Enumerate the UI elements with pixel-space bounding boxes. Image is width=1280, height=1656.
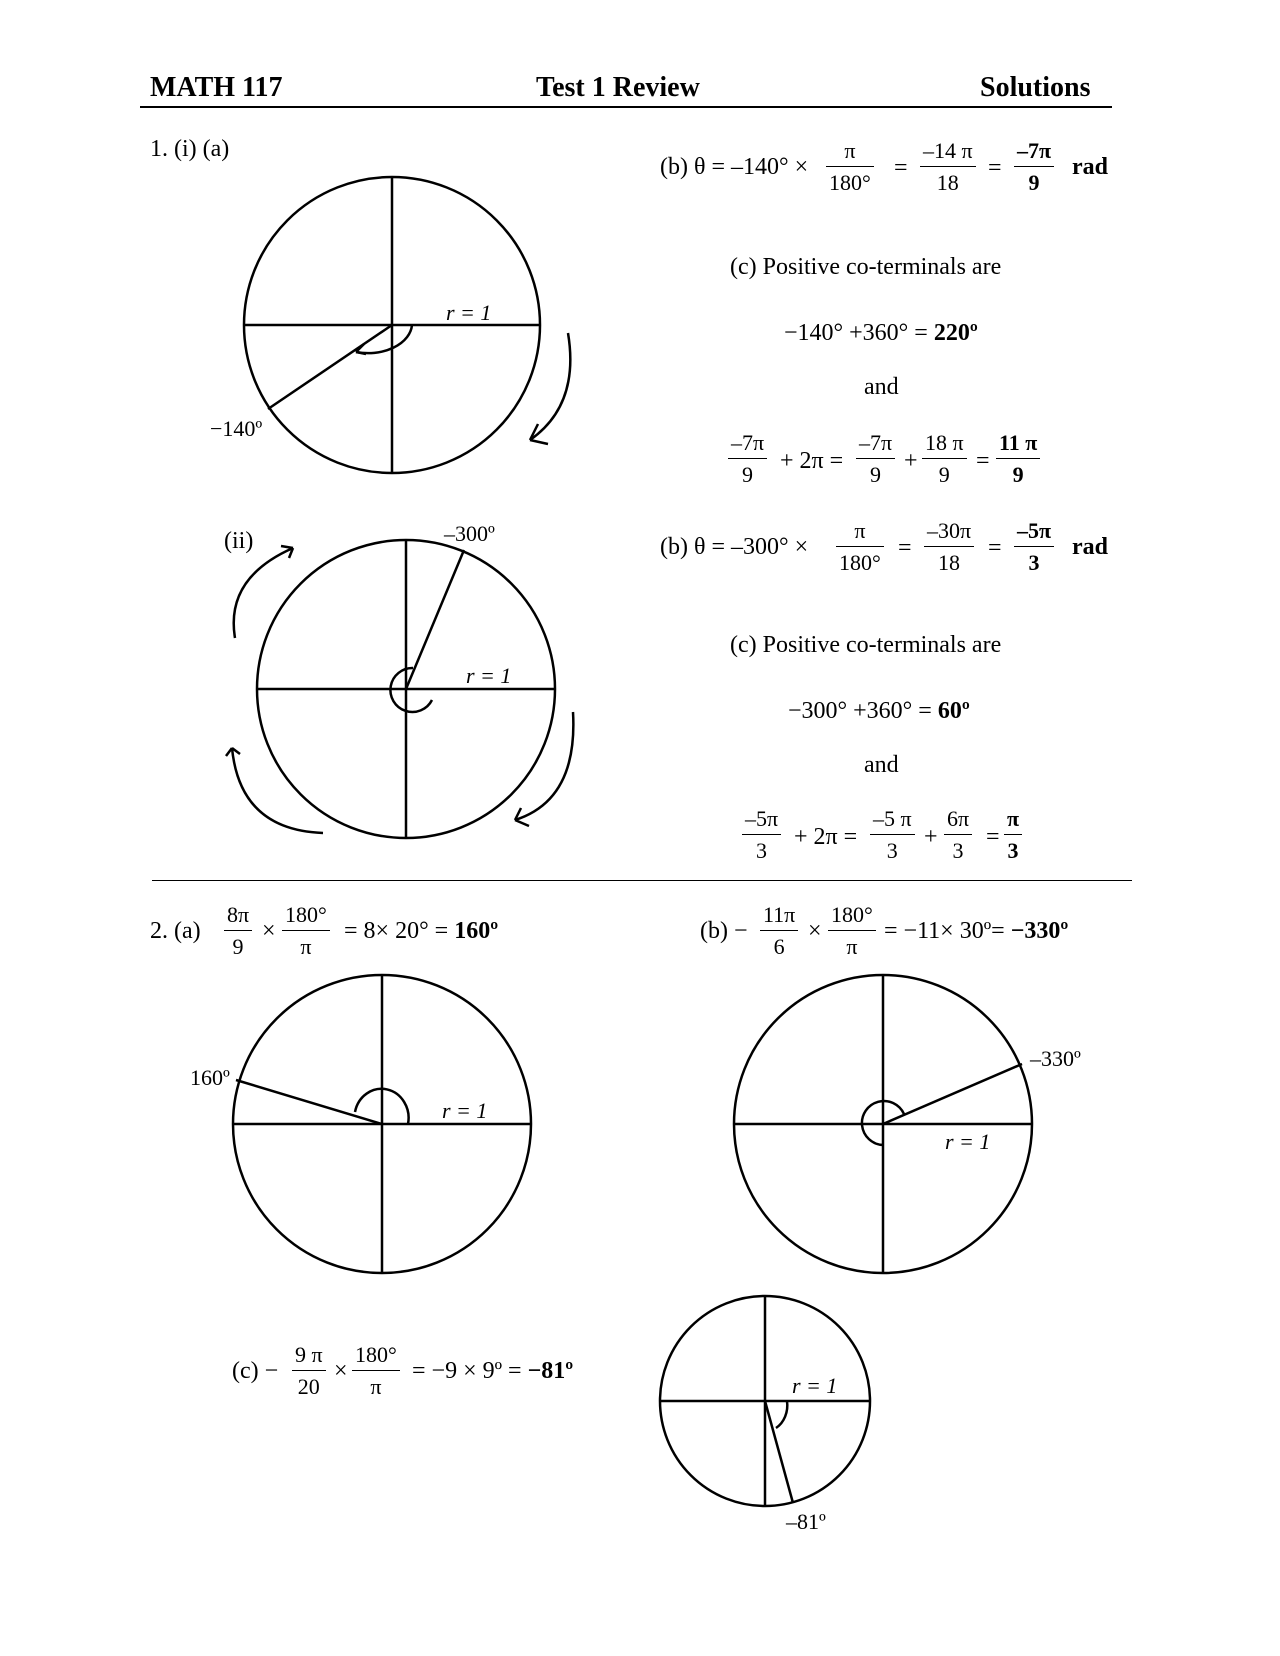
b1-frac2-den: 18 bbox=[936, 170, 959, 195]
b1-eq1: = bbox=[894, 155, 908, 181]
p2c-rest-text: = −9 × 9º = bbox=[412, 1358, 528, 1384]
p2b-frac2-num: 180° bbox=[828, 904, 876, 931]
b1-frac3-num: –7π bbox=[1014, 140, 1054, 167]
p2b-answer: −330º bbox=[1010, 918, 1069, 944]
p2c-frac1-num: 9 π bbox=[292, 1344, 326, 1371]
b2-frac1-num: π bbox=[836, 520, 884, 547]
c2-frac4 bbox=[1004, 808, 1022, 862]
p2a-frac2-den: π bbox=[300, 934, 312, 959]
course-title: MATH 117 bbox=[150, 72, 283, 103]
b2-frac2 bbox=[924, 520, 974, 574]
c2-line1-ans: 60º bbox=[937, 698, 970, 724]
b1-frac3 bbox=[1014, 140, 1054, 194]
c1-line1-ans: 220º bbox=[933, 320, 978, 346]
c1-frac2 bbox=[856, 432, 895, 486]
b1-frac1 bbox=[826, 140, 874, 194]
p2b-frac2-den: π bbox=[846, 934, 858, 959]
diagram5-radius-label: r = 1 bbox=[792, 1373, 838, 1398]
p2a-frac1-den: 9 bbox=[232, 934, 244, 959]
c1-frac2-num: –7π bbox=[856, 432, 895, 459]
c2-frac4-den: 3 bbox=[1007, 838, 1019, 863]
b2-frac1-den: 180° bbox=[839, 550, 881, 575]
p2c-frac2-num: 180° bbox=[352, 1344, 400, 1371]
c2-mid1: + 2π = bbox=[794, 824, 858, 850]
c2-line1-pre: −300° +360° = bbox=[788, 698, 938, 724]
diagram2-angle-label: –300º bbox=[444, 521, 495, 546]
diagram2-radius-label: r = 1 bbox=[466, 663, 512, 688]
p2a-frac2 bbox=[282, 904, 330, 958]
p2b-frac2 bbox=[828, 904, 876, 958]
b2-frac3-num: –5π bbox=[1014, 520, 1054, 547]
c1-line1-pre: −140° +360° = bbox=[784, 320, 934, 346]
c2-frac1-num: –5π bbox=[742, 808, 781, 835]
c1-frac4-num: 11 π bbox=[996, 432, 1040, 459]
b1-frac1-num: π bbox=[826, 140, 874, 167]
page-title: Test 1 Review bbox=[536, 72, 700, 103]
diagram1-radius-label: r = 1 bbox=[446, 300, 492, 325]
p2c-label: (c) − bbox=[232, 1358, 279, 1384]
p2c-rest bbox=[412, 1358, 573, 1385]
b2-eq1: = bbox=[898, 535, 912, 561]
p2c-frac2 bbox=[352, 1344, 400, 1398]
c1-eq: = bbox=[976, 448, 990, 474]
b1-frac2 bbox=[920, 140, 976, 194]
b1-prefix: (b) θ = –140° × bbox=[660, 154, 809, 180]
diagram3-radius-label: r = 1 bbox=[442, 1098, 488, 1123]
c2-frac4-num: π bbox=[1004, 808, 1022, 835]
c2-frac2 bbox=[870, 808, 915, 862]
b1-frac2-num: –14 π bbox=[920, 140, 976, 167]
c1-line1 bbox=[784, 320, 978, 347]
p2b-times: × bbox=[808, 918, 822, 944]
p2a-rest bbox=[344, 918, 498, 945]
b1-frac1-den: 180° bbox=[829, 170, 871, 195]
diagram3-angle-label: 160º bbox=[190, 1065, 230, 1090]
part-ii-label: (ii) bbox=[224, 528, 254, 554]
p2b-label: (b) − bbox=[700, 918, 748, 944]
p2a-answer: 160º bbox=[454, 918, 499, 944]
c1-frac2-den: 9 bbox=[870, 462, 882, 487]
diagram4-radius-label: r = 1 bbox=[945, 1129, 991, 1154]
c2-frac2-num: –5 π bbox=[870, 808, 915, 835]
diagram1-angle-label: −140º bbox=[210, 416, 263, 441]
p2c-frac2-den: π bbox=[370, 1374, 382, 1399]
c2-line1 bbox=[788, 698, 970, 725]
c1-frac1 bbox=[728, 432, 767, 486]
p2a-frac1-num: 8π bbox=[224, 904, 252, 931]
c2-frac1 bbox=[742, 808, 781, 862]
c1-heading: (c) Positive co-terminals are bbox=[730, 254, 1002, 280]
problem-1-label: 1. (i) (a) bbox=[150, 136, 230, 162]
b2-unit: rad bbox=[1072, 534, 1108, 560]
p2b-frac1-num: 11π bbox=[760, 904, 798, 931]
p2a-frac2-num: 180° bbox=[282, 904, 330, 931]
c2-frac3 bbox=[944, 808, 972, 862]
c1-frac1-num: –7π bbox=[728, 432, 767, 459]
section-divider bbox=[152, 880, 1132, 881]
unit-circle-minus300 bbox=[226, 540, 573, 838]
p2b-frac1 bbox=[760, 904, 798, 958]
p2a-rest-text: = 8× 20° = bbox=[344, 918, 455, 944]
c2-heading: (c) Positive co-terminals are bbox=[730, 632, 1002, 658]
p2a-frac1 bbox=[224, 904, 252, 958]
c1-frac3-num: 18 π bbox=[922, 432, 967, 459]
b2-frac2-num: –30π bbox=[924, 520, 974, 547]
c1-frac4 bbox=[996, 432, 1040, 486]
c1-frac3-den: 9 bbox=[938, 462, 950, 487]
c1-mid1: + 2π = bbox=[780, 448, 844, 474]
c2-plus: + bbox=[924, 824, 938, 850]
c2-frac3-num: 6π bbox=[944, 808, 972, 835]
p2a-times: × bbox=[262, 918, 276, 944]
b2-eq2: = bbox=[988, 535, 1002, 561]
b1-eq2: = bbox=[988, 155, 1002, 181]
b2-frac2-den: 18 bbox=[938, 550, 961, 575]
c2-eq: = bbox=[986, 824, 1000, 850]
b1-unit: rad bbox=[1072, 154, 1108, 180]
c1-and: and bbox=[864, 374, 899, 400]
p2c-answer: −81º bbox=[527, 1358, 574, 1384]
solutions-label: Solutions bbox=[980, 72, 1091, 103]
unit-circle-minus81 bbox=[660, 1296, 870, 1506]
b1-frac3-den: 9 bbox=[1028, 170, 1040, 195]
unit-circle-160 bbox=[233, 975, 531, 1273]
c1-frac4-den: 9 bbox=[1012, 462, 1024, 487]
unit-circle-minus140 bbox=[244, 177, 570, 473]
b2-frac3 bbox=[1014, 520, 1054, 574]
p2b-frac1-den: 6 bbox=[773, 934, 785, 959]
p2b-rest-text: = −11× 30º= bbox=[884, 918, 1011, 944]
p2c-frac1 bbox=[292, 1344, 326, 1398]
p2a-label: 2. (a) bbox=[150, 918, 201, 944]
c1-frac3 bbox=[922, 432, 967, 486]
p2c-frac1-den: 20 bbox=[297, 1374, 320, 1399]
b2-frac3-den: 3 bbox=[1028, 550, 1040, 575]
p2b-rest bbox=[884, 918, 1068, 945]
diagram5-angle-label: –81º bbox=[786, 1509, 826, 1534]
b2-frac1 bbox=[836, 520, 884, 574]
b2-prefix: (b) θ = –300° × bbox=[660, 534, 809, 560]
c1-plus: + bbox=[904, 448, 918, 474]
c2-frac1-den: 3 bbox=[756, 838, 768, 863]
diagram4-angle-label: –330º bbox=[1030, 1046, 1081, 1071]
p2c-times: × bbox=[334, 1358, 348, 1384]
unit-circle-minus330 bbox=[734, 975, 1032, 1273]
c1-frac1-den: 9 bbox=[742, 462, 754, 487]
c2-frac2-den: 3 bbox=[886, 838, 898, 863]
c2-frac3-den: 3 bbox=[952, 838, 964, 863]
c2-and: and bbox=[864, 752, 899, 778]
